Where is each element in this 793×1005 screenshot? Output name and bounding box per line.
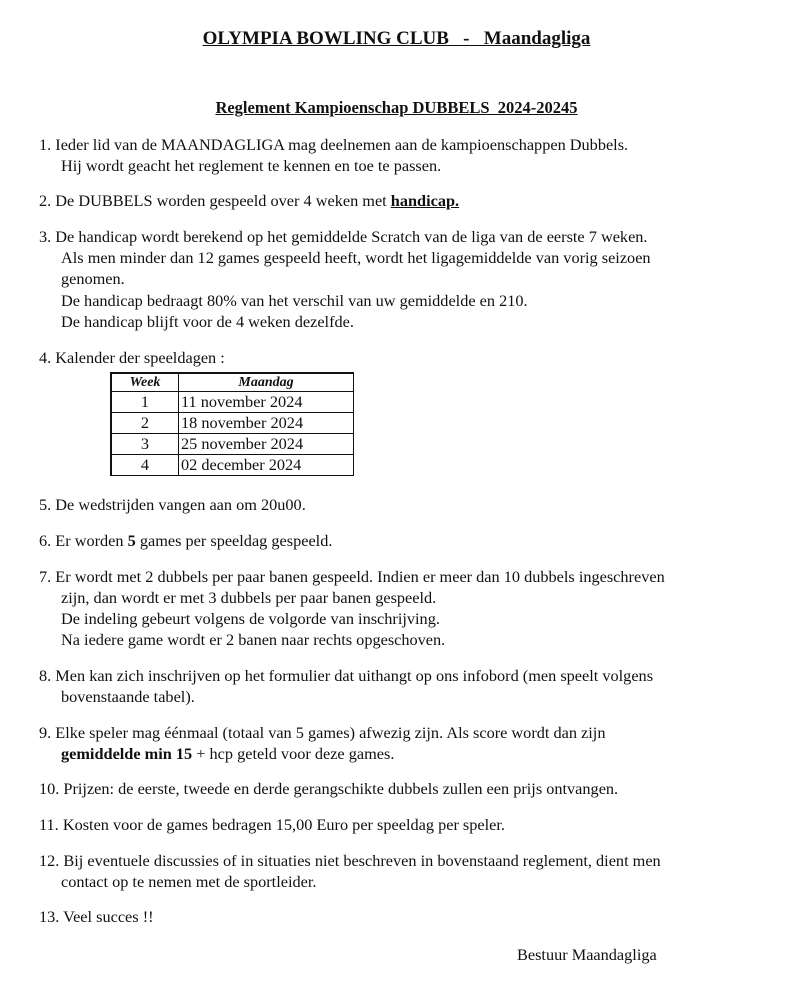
table-row — [111, 434, 354, 455]
rule-13: 13. Veel succes !! — [39, 907, 154, 926]
rule-3-line-5: De handicap blijft voor de 4 weken dezelfde. — [61, 312, 354, 331]
calendar-week-cell: 4 — [111, 455, 179, 476]
page-title: OLYMPIA BOWLING CLUB - Maandagliga — [202, 28, 591, 49]
rule-3-line-2: Als men minder dan 12 games gespeeld heeft, wordt het ligagemiddelde van vorig seizoen — [61, 248, 651, 267]
rule-7-line-2: zijn, dan wordt er met 3 dubbels per paar banen gespeeld. — [61, 588, 437, 607]
calendar-date-cell: 25 november 2024 — [179, 434, 354, 455]
rule-3-line-1: 3. De handicap wordt berekend op het gemiddelde Scratch van de liga van de eerste 7 weken. — [39, 227, 648, 246]
rule-1-line-2: Hij wordt geacht het reglement te kennen en toe te passen. — [61, 156, 442, 175]
rule-2 — [39, 190, 459, 211]
table-row — [111, 392, 354, 413]
rule-8-line-2: bovenstaande tabel). — [61, 687, 195, 706]
calendar-header-row — [111, 373, 354, 392]
rule-9-bold: gemiddelde min 15 — [61, 744, 193, 763]
calendar-date-cell: 18 november 2024 — [179, 413, 354, 434]
rule-5: 5. De wedstrijden vangen aan om 20u00. — [39, 495, 306, 514]
calendar-week-cell: 2 — [111, 413, 179, 434]
calendar-header-date: Maandag — [179, 373, 354, 392]
signature: Bestuur Maandagliga — [517, 945, 657, 964]
rule-4: 4. Kalender der speeldagen : — [39, 348, 225, 367]
calendar-table — [110, 372, 354, 476]
table-row — [111, 413, 354, 434]
rule-6-text-post: games per speeldag gespeeld. — [135, 531, 333, 550]
rule-9-line-2 — [61, 743, 394, 764]
rule-7-line-3: De indeling gebeurt volgens de volgorde van inschrijving. — [61, 609, 440, 628]
calendar-week-cell: 1 — [111, 392, 179, 413]
rule-3-line-3: genomen. — [61, 269, 125, 288]
rule-11: 11. Kosten voor de games bedragen 15,00 Euro per speeldag per speler. — [39, 815, 505, 834]
rule-7-line-4: Na iedere game wordt er 2 banen naar rechts opgeschoven. — [61, 630, 446, 649]
rule-6-games-count: 5 — [127, 531, 136, 550]
rule-3-line-4: De handicap bedraagt 80% van het verschil van uw gemiddelde en 210. — [61, 291, 528, 310]
rule-10: 10. Prijzen: de eerste, tweede en derde gerangschikte dubbels zullen een prijs ontvangen. — [39, 779, 619, 798]
rule-9-line-1: 9. Elke speler mag éénmaal (totaal van 5 games) afwezig zijn. Als score wordt dan zijn — [39, 723, 606, 742]
calendar-header-week: Week — [111, 373, 179, 392]
rule-12-line-1: 12. Bij eventuele discussies of in situaties niet beschreven in bovenstaand reglement, dient men — [39, 851, 661, 870]
rule-12-line-2: contact op te nemen met de sportleider. — [61, 872, 317, 891]
rule-9-text-post: + hcp geteld voor deze games. — [192, 744, 395, 763]
rule-7-line-1: 7. Er wordt met 2 dubbels per paar banen gespeeld. Indien er meer dan 10 dubbels ingeschreven — [39, 567, 665, 586]
calendar-date-cell: 02 december 2024 — [179, 455, 354, 476]
page-subtitle: Reglement Kampioenschap DUBBELS 2024-20245 — [215, 98, 578, 117]
calendar-week-cell: 3 — [111, 434, 179, 455]
rule-6-text-pre: 6. Er worden — [39, 531, 128, 550]
rule-6 — [39, 530, 332, 551]
table-row — [111, 455, 354, 476]
rule-2-text: 2. De DUBBELS worden gespeeld over 4 weken met — [39, 191, 391, 210]
rule-1-line-1: 1. Ieder lid van de MAANDAGLIGA mag deelnemen aan de kampioenschappen Dubbels. — [39, 135, 629, 154]
rule-8-line-1: 8. Men kan zich inschrijven op het formulier dat uithangt op ons infobord (men speelt volgens — [39, 666, 654, 685]
rule-2-handicap-bold: handicap. — [390, 191, 460, 210]
calendar-date-cell: 11 november 2024 — [179, 392, 354, 413]
